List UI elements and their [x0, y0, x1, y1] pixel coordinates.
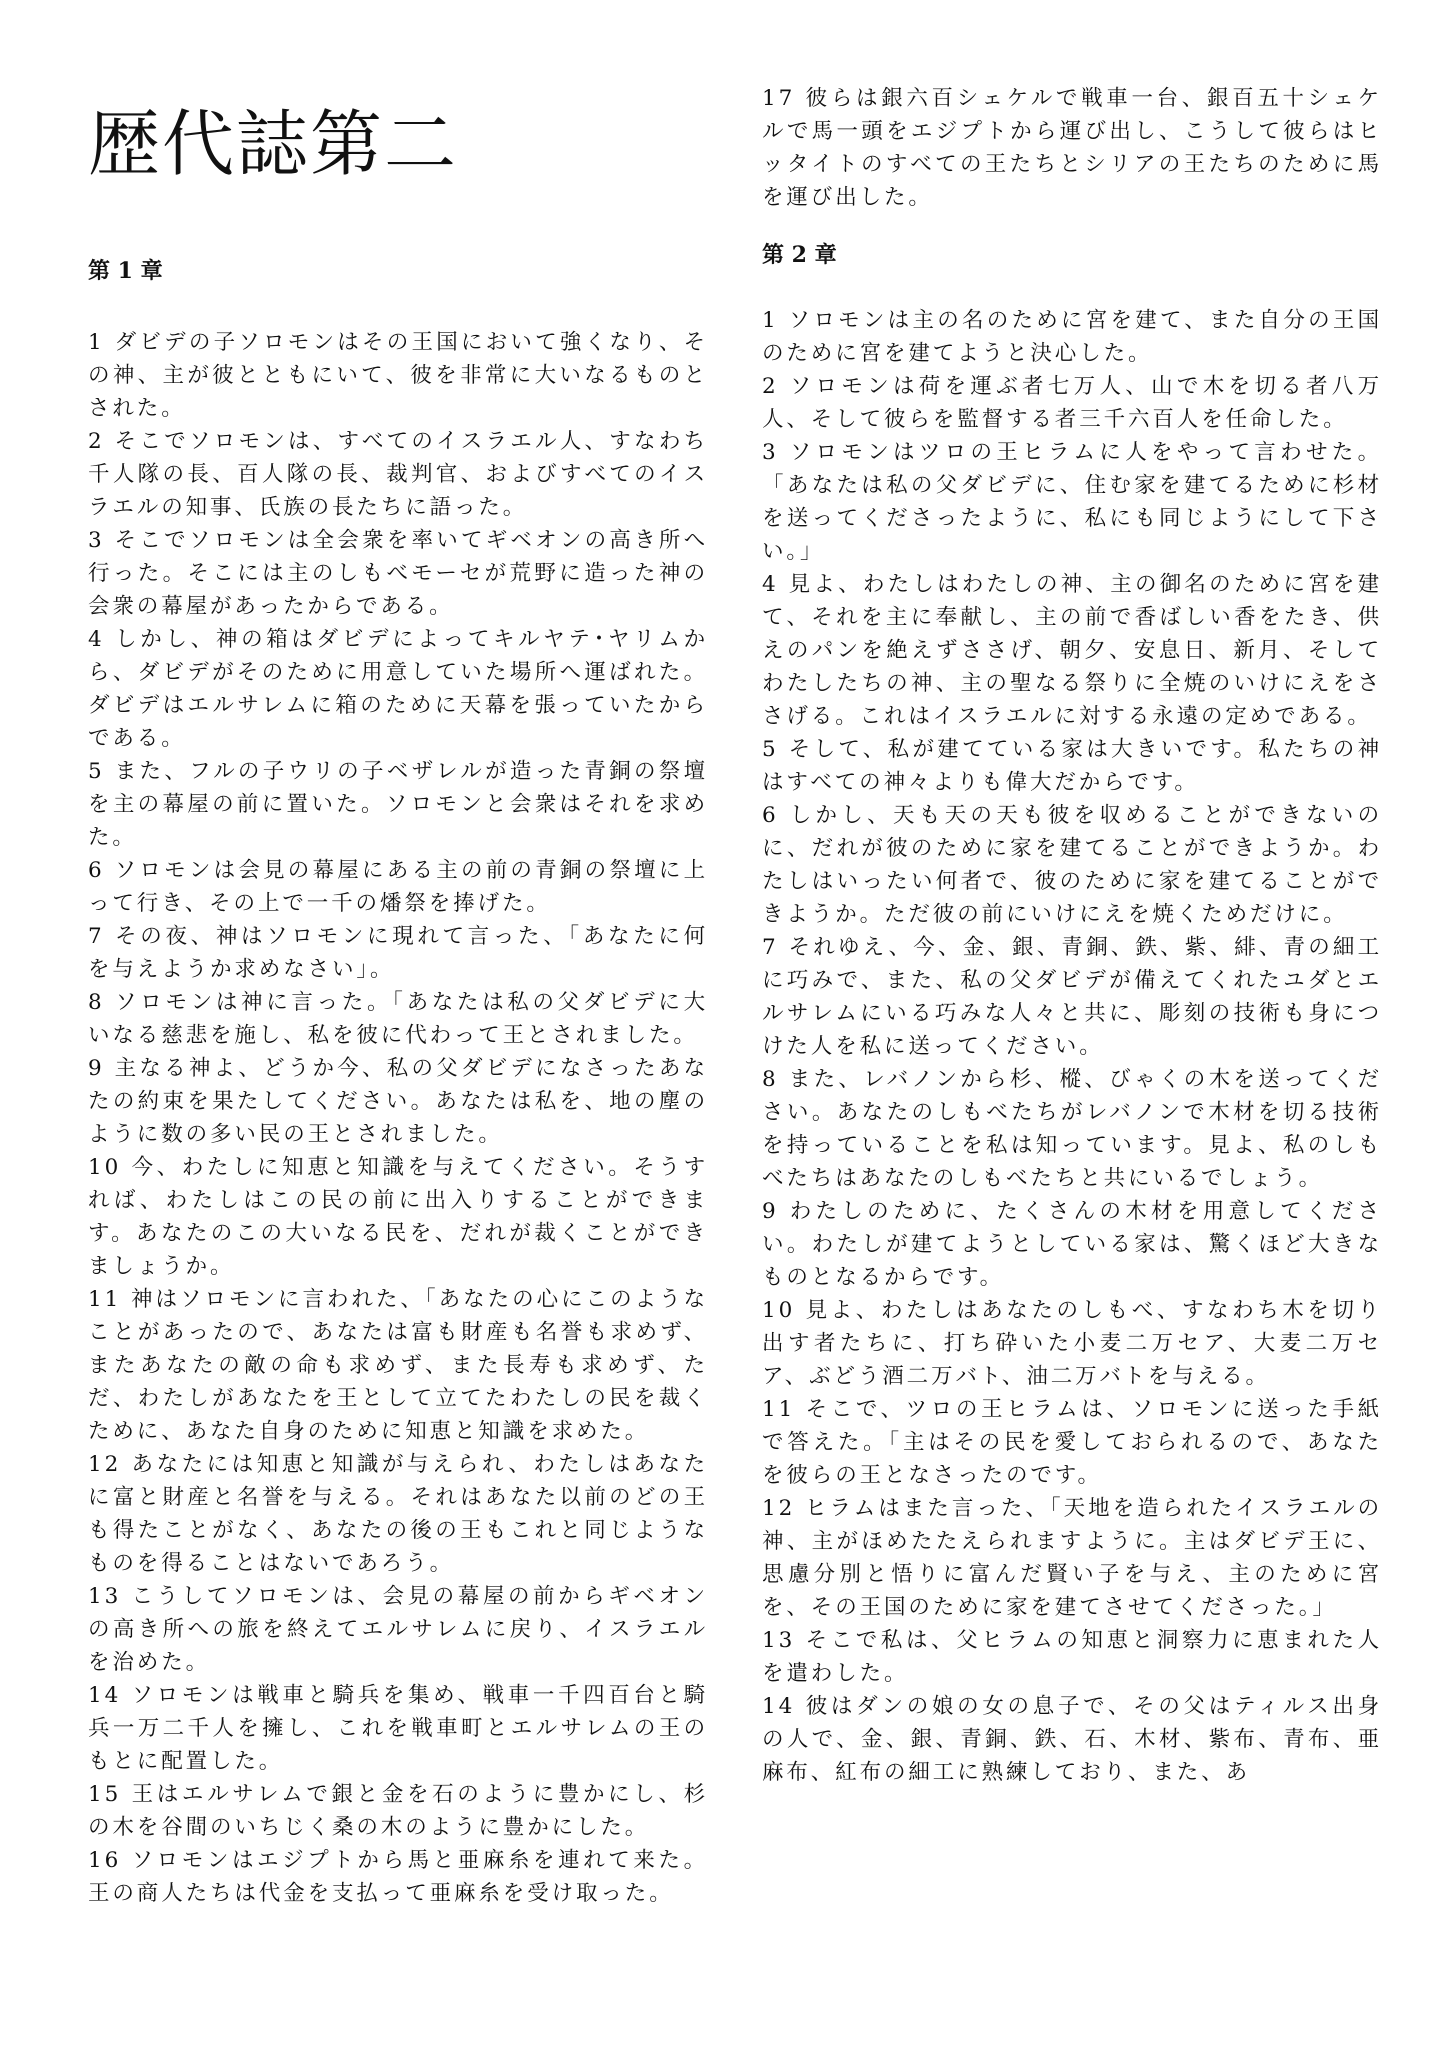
verse-2-1: 1 ソロモンは主の名のために宮を建て、また自分の王国のために宮を建てようと決心した。 — [762, 308, 1382, 366]
verse-2-4: 4 見よ、わたしはわたしの神、主の御名のために宮を建て、それを主に奉献し、主の前で香ばしい香をたき、供えのパンを絶えずささげ、朝夕、安息日、新月、そしてわたしたちの神、主の聖なる祭りに全焼のいけにえをささげる。これはイスラエルに対する永遠の定めである。 — [762, 572, 1382, 729]
verse-2-8: 8 また、レバノンから杉、樅、びゃくの木を送ってください。あなたのしもべたちがレバノンで木材を切る技術を持っていることを私は知っています。見よ、私のしもべたちはあなたのしもべたちと共にいるでしょう。 — [762, 1067, 1382, 1191]
verse-1-10: 10 今、わたしに知恵と知識を与えてください。そうすれば、わたしはこの民の前に出入りすることができます。あなたのこの大いなる民を、だれが裁くことができましょうか。 — [88, 1155, 708, 1279]
verse-1-12: 12 あなたには知恵と知識が与えられ、わたしはあなたに富と財産と名誉を与える。それはあなた以前のどの王も得たことがなく、あなたの後の王もこれと同じようなものを得ることはないであろう。 — [88, 1452, 708, 1576]
verse-1-15: 15 王はエルサレムで銀と金を石のように豊かにし、杉の木を谷間のいちじく桑の木のように豊かにした。 — [88, 1782, 708, 1840]
verse-1-13: 13 こうしてソロモンは、会見の幕屋の前からギベオンの高き所への旅を終えてエルサレムに戻り、イスラエルを治めた。 — [88, 1584, 708, 1675]
chapter-1-heading: 第 1 章 — [88, 258, 163, 284]
verse-2-14: 14 彼はダンの娘の女の息子で、その父はティルス出身の人で、金、銀、青銅、鉄、石、木材、紫布、青布、亜麻布、紅布の細工に熟練しており、また、あ — [762, 1694, 1382, 1785]
verse-1-8: 8 ソロモンは神に言った。「あなたは私の父ダビデに大いなる慈悲を施し、私を彼に代わって王とされました。 — [88, 990, 708, 1048]
verse-1-14: 14 ソロモンは戦車と騎兵を集め、戦車一千四百台と騎兵一万二千人を擁し、これを戦車町とエルサレムの王のもとに配置した。 — [88, 1683, 709, 1774]
verse-1-7: 7 その夜、神はソロモンに現れて言った、「あなたに何を与えようか求めなさい」。 — [88, 924, 708, 982]
verse-1-1: 1 ダビデの子ソロモンはその王国において強くなり、その神、主が彼とともにいて、彼を非常に大いなるものとされた。 — [88, 330, 708, 421]
chapter-2-heading: 第 2 章 — [762, 242, 837, 268]
verse-2-3: 3 ソロモンはツロの王ヒラムに人をやって言わせた。「あなたは私の父ダビデに、住む家を建てるために杉材を送ってくださったように、私にも同じようにして下さい。」 — [762, 440, 1382, 564]
verse-1-3: 3 そこでソロモンは全会衆を率いてギベオンの高き所へ行った。そこには主のしもべモーセが荒野に造った神の会衆の幕屋があったからである。 — [88, 528, 708, 619]
verse-2-6: 6 しかし、天も天の天も彼を収めることができないのに、だれが彼のために家を建てることができようか。わたしはいったい何者で、彼のために家を建てることができようか。ただ彼の前にいけにえを焼くためだけに。 — [762, 803, 1382, 927]
verse-2-12: 12 ヒラムはまた言った、「天地を造られたイスラエルの神、主がほめたたえられますように。主はダビデ王に、思慮分別と悟りに富んだ賢い子を与え、主のために宮を、その王国のために家を建てさせてくださった。」 — [762, 1496, 1382, 1620]
book-title: 歴代誌第二 — [88, 102, 459, 186]
verse-2-2: 2 ソロモンは荷を運ぶ者七万人、山で木を切る者八万人、そして彼らを監督する者三千六百人を任命した。 — [762, 374, 1382, 432]
verse-2-13: 13 そこで私は、父ヒラムの知恵と洞察力に恵まれた人を遣わした。 — [762, 1628, 1382, 1686]
chapter-1-verses — [88, 326, 708, 1910]
verse-2-7: 7 それゆえ、今、金、銀、青銅、鉄、紫、緋、青の細工に巧みで、また、私の父ダビデが備えてくれたユダとエルサレムにいる巧みな人々と共に、彫刻の技術も身につけた人を私に送ってください。 — [762, 935, 1382, 1059]
left-column — [88, 0, 708, 1910]
verse-1-5: 5 また、フルの子ウリの子ベザレルが造った青銅の祭壇を主の幕屋の前に置いた。ソロモンと会衆はそれを求めた。 — [88, 759, 708, 850]
verse-1-17: 17 彼らは銀六百シェケルで戦車一台、銀百五十シェケルで馬一頭をエジプトから運び出し、こうして彼らはヒッタイトのすべての王たちとシリアの王たちのために馬を運び出した。 — [762, 86, 1382, 210]
chapter-1-verses-continued — [762, 82, 1382, 214]
verse-2-9: 9 わたしのために、たくさんの木材を用意してください。わたしが建てようとしている家は、驚くほど大きなものとなるからです。 — [762, 1199, 1382, 1290]
verse-2-5: 5 そして、私が建てている家は大きいです。私たちの神はすべての神々よりも偉大だからです。 — [762, 737, 1382, 795]
verse-1-6: 6 ソロモンは会見の幕屋にある主の前の青銅の祭壇に上って行き、その上で一千の燔祭を捧げた。 — [88, 858, 708, 916]
verse-1-4: 4 しかし、神の箱はダビデによってキルヤテ･ヤリムから、ダビデがそのために用意していた場所へ運ばれた。ダビデはエルサレムに箱のために天幕を張っていたからである。 — [88, 627, 708, 751]
verse-2-10: 10 見よ、わたしはあなたのしもべ、すなわち木を切り出す者たちに、打ち砕いた小麦二万セア、大麦二万セア、ぶどう酒二万バト、油二万バトを与える。 — [762, 1298, 1382, 1389]
verse-1-16: 16 ソロモンはエジプトから馬と亜麻糸を連れて来た。王の商人たちは代金を支払って亜麻糸を受け取った。 — [88, 1848, 708, 1906]
verse-1-11: 11 神はソロモンに言われた、「あなたの心にこのようなことがあったので、あなたは富も財産も名誉も求めず、またあなたの敵の命も求めず、また長寿も求めず、ただ、わたしがあなたを王として立てたわたしの民を裁くために、あなた自身のために知恵と知識を求めた。 — [88, 1287, 708, 1444]
right-column — [762, 0, 1382, 1789]
chapter-2-verses — [762, 304, 1382, 1789]
verse-1-2: 2 そこでソロモンは、すべてのイスラエル人、すなわち千人隊の長、百人隊の長、裁判官、およびすべてのイスラエルの知事、氏族の長たちに語った。 — [88, 429, 708, 520]
verse-2-11: 11 そこで、ツロの王ヒラムは、ソロモンに送った手紙で答えた。「主はその民を愛しておられるので、あなたを彼らの王となさったのです。 — [762, 1397, 1382, 1488]
verse-1-9: 9 主なる神よ、どうか今、私の父ダビデになさったあなたの約束を果たしてください。あなたは私を、地の塵のように数の多い民の王とされました。 — [88, 1056, 708, 1147]
